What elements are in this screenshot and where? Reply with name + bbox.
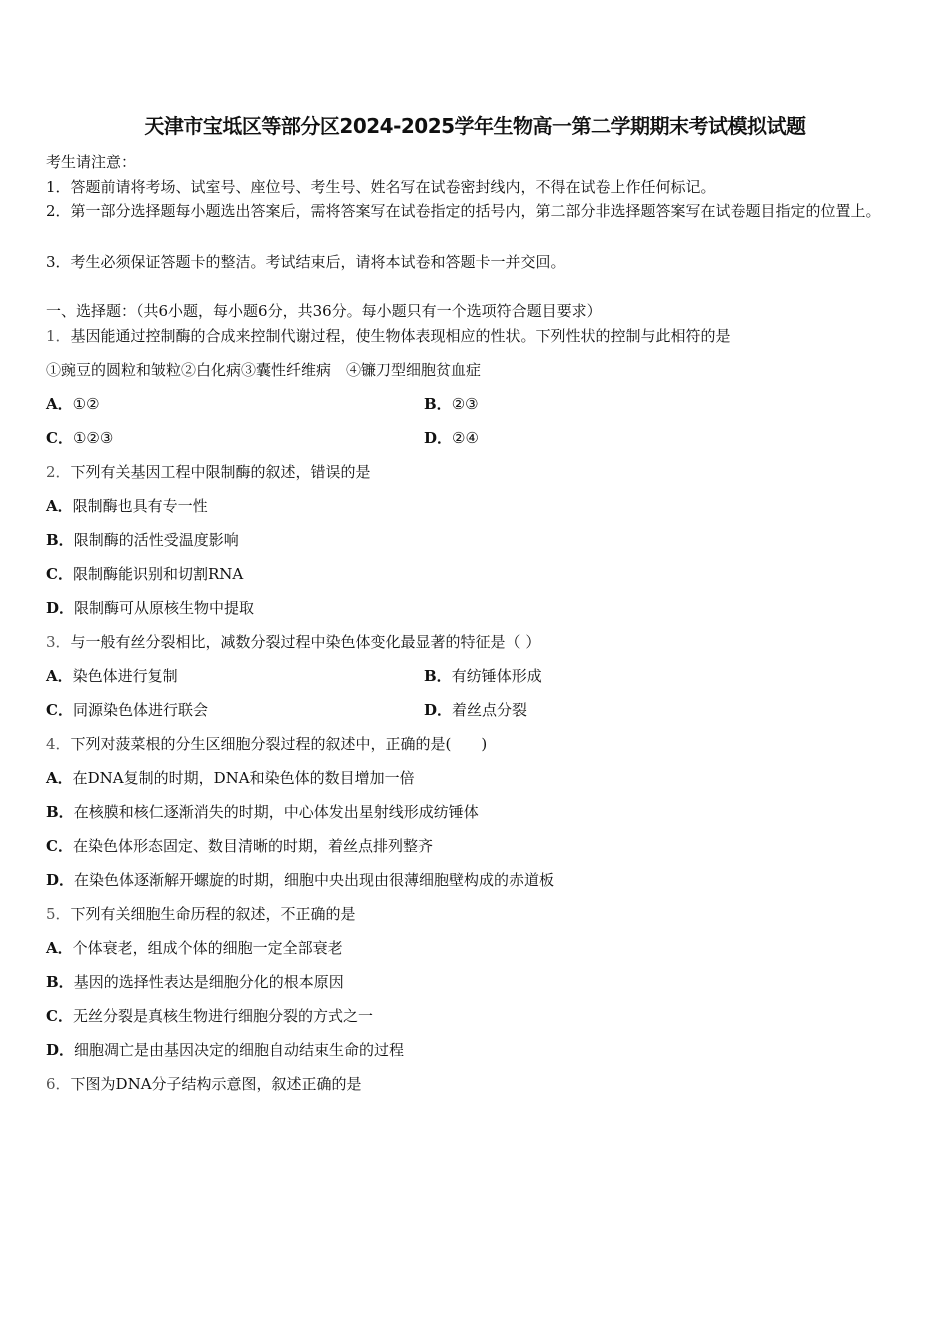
option-c[interactable]: C．同源染色体进行联会 <box>46 701 208 719</box>
question-text: 下列有关细胞生命历程的叙述，不正确的是 <box>70 905 356 923</box>
notice-item-2: 2．第一部分选择题每小题选出答案后，需将答案写在试卷指定的括号内，第二部分非选择题答案写在试卷题目指定的位置上。 <box>46 202 881 220</box>
option-a[interactable]: A．限制酶也具有专一性 <box>46 497 208 515</box>
question-1-extra: ①豌豆的圆粒和皱粒②白化病③囊性纤维病 ④镰刀型细胞贫血症 <box>46 361 482 379</box>
option-d[interactable]: D．②④ <box>424 429 479 447</box>
option-a[interactable]: A．染色体进行复制 <box>46 667 178 685</box>
question-4-stem <box>46 733 487 755</box>
option-d[interactable]: D．在染色体逐渐解开螺旋的时期，细胞中央出现由很薄细胞壁构成的赤道板 <box>46 871 555 889</box>
question-text: 基因能通过控制酶的合成来控制代谢过程，使生物体表现相应的性状。下列性状的控制与此相符的是 <box>70 327 731 345</box>
section-heading: 一、选择题：（共6小题，每小题6分，共36分。每小题只有一个选项符合题目要求） <box>46 302 602 320</box>
notice-heading: 考生请注意： <box>46 153 137 171</box>
question-3-options-row-1 <box>46 665 906 687</box>
question-6-stem <box>46 1073 362 1095</box>
option-c[interactable]: C．无丝分裂是真核生物进行细胞分裂的方式之一 <box>46 1007 373 1025</box>
question-1-stem <box>46 325 731 347</box>
question-2-stem <box>46 461 371 483</box>
question-number: 2． <box>46 463 71 481</box>
option-a[interactable]: A．①② <box>46 395 100 413</box>
question-1-options-row-1 <box>46 393 906 415</box>
option-b[interactable]: B．有纺锤体形成 <box>424 667 542 685</box>
notice-item-3: 3．考生必须保证答题卡的整洁。考试结束后，请将本试卷和答题卡一并交回。 <box>46 253 566 271</box>
notice-item-1: 1．答题前请将考场、试室号、座位号、考生号、姓名写在试卷密封线内，不得在试卷上作任何标记。 <box>46 178 716 196</box>
question-3-options-row-2 <box>46 699 906 721</box>
option-c[interactable]: C．限制酶能识别和切割RNA <box>46 565 244 583</box>
question-number: 3． <box>46 633 71 651</box>
question-text: 与一般有丝分裂相比，减数分裂过程中染色体变化最显著的特征是（ ） <box>70 633 541 651</box>
question-number: 1． <box>46 327 71 345</box>
question-number: 6． <box>46 1075 71 1093</box>
option-b[interactable]: B．②③ <box>424 395 479 413</box>
question-text: 下列对菠菜根的分生区细胞分裂过程的叙述中，正确的是( ) <box>70 735 488 753</box>
option-a[interactable]: A．个体衰老，组成个体的细胞一定全部衰老 <box>46 939 343 957</box>
question-3-stem <box>46 631 540 653</box>
question-number: 5． <box>46 905 71 923</box>
question-text: 下列有关基因工程中限制酶的叙述，错误的是 <box>70 463 371 481</box>
option-b[interactable]: B．限制酶的活性受温度影响 <box>46 531 239 549</box>
option-a[interactable]: A．在DNA复制的时期，DNA和染色体的数目增加一倍 <box>46 769 415 787</box>
question-number: 4． <box>46 735 71 753</box>
option-b[interactable]: B．基因的选择性表达是细胞分化的根本原因 <box>46 973 344 991</box>
question-5-stem <box>46 903 356 925</box>
option-d[interactable]: D．限制酶可从原核生物中提取 <box>46 599 255 617</box>
option-d[interactable]: D．着丝点分裂 <box>424 701 528 719</box>
page-title: 天津市宝坻区等部分区2024-2025学年生物高一第二学期期末考试模拟试题 <box>144 114 806 138</box>
option-d[interactable]: D．细胞凋亡是由基因决定的细胞自动结束生命的过程 <box>46 1041 405 1059</box>
option-c[interactable]: C．①②③ <box>46 429 114 447</box>
question-text: 下图为DNA分子结构示意图，叙述正确的是 <box>70 1075 362 1093</box>
question-1-options-row-2 <box>46 427 906 449</box>
option-c[interactable]: C．在染色体形态固定、数目清晰的时期，着丝点排列整齐 <box>46 837 433 855</box>
option-b[interactable]: B．在核膜和核仁逐渐消失的时期，中心体发出星射线形成纺锤体 <box>46 803 479 821</box>
